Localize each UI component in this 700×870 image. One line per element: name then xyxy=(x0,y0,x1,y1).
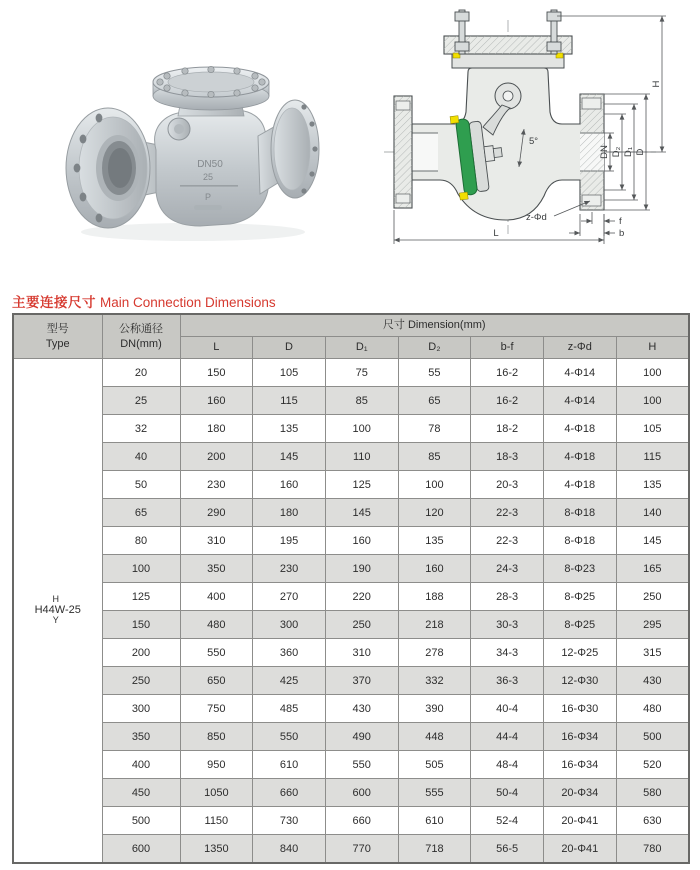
dim-cell: 610 xyxy=(398,807,471,835)
dim-cell: 430 xyxy=(616,667,689,695)
dim-cell: 8-Φ18 xyxy=(543,499,616,527)
dim-cell: 18-3 xyxy=(471,443,544,471)
dim-cell: 135 xyxy=(616,471,689,499)
col-header-type-en: Type xyxy=(45,337,70,350)
dim-cell: 550 xyxy=(325,751,398,779)
col-header-b-f: b-f xyxy=(471,337,544,359)
dim-cell: 8-Φ23 xyxy=(543,555,616,583)
dim-cell: 4-Φ14 xyxy=(543,387,616,415)
dn-cell: 100 xyxy=(102,555,180,583)
col-header-H: H xyxy=(616,337,689,359)
dim-cell: 85 xyxy=(325,387,398,415)
dim-cell: 8-Φ25 xyxy=(543,611,616,639)
dim-cell: 310 xyxy=(180,527,253,555)
dim-cell: 16-Φ34 xyxy=(543,751,616,779)
dim-cell: 360 xyxy=(253,639,326,667)
col-header-D2: D₂ xyxy=(398,337,471,359)
section-title-en: Main Connection Dimensions xyxy=(100,295,276,310)
dim-cell: 44-4 xyxy=(471,723,544,751)
col-header-D1: D₁ xyxy=(325,337,398,359)
dim-cell: 150 xyxy=(180,359,253,387)
dim-cell: 135 xyxy=(398,527,471,555)
valve-photo xyxy=(58,28,332,248)
dim-cell: 480 xyxy=(180,611,253,639)
dim-cell: 40-4 xyxy=(471,695,544,723)
dim-cell: 580 xyxy=(616,779,689,807)
dn-cell: 250 xyxy=(102,667,180,695)
col-header-D: D xyxy=(253,337,326,359)
dim-cell: 105 xyxy=(616,415,689,443)
table-row xyxy=(13,807,689,835)
dim-cell: 12-Φ25 xyxy=(543,639,616,667)
dim-cell: 250 xyxy=(325,611,398,639)
dim-cell: 770 xyxy=(325,835,398,864)
dn-cell: 25 xyxy=(102,387,180,415)
dim-cell: 190 xyxy=(325,555,398,583)
dim-cell: 20-Φ41 xyxy=(543,807,616,835)
dim-cell: 165 xyxy=(616,555,689,583)
dim-D1-label: D₁ xyxy=(623,146,634,158)
left-flange xyxy=(66,108,150,228)
table-row xyxy=(13,835,689,864)
dim-cell: 160 xyxy=(253,471,326,499)
dim-cell: 1350 xyxy=(180,835,253,864)
dim-cell: 120 xyxy=(398,499,471,527)
valve-photo-image xyxy=(58,28,332,248)
table-row xyxy=(13,555,689,583)
dim-cell: 4-Φ18 xyxy=(543,471,616,499)
dim-cell: 22-3 xyxy=(471,499,544,527)
dim-cell: 218 xyxy=(398,611,471,639)
dim-cell: 135 xyxy=(253,415,326,443)
dim-cell: 480 xyxy=(616,695,689,723)
dim-cell: 34-3 xyxy=(471,639,544,667)
dim-cell: 490 xyxy=(325,723,398,751)
dim-cell: 16-2 xyxy=(471,359,544,387)
left-flange-section xyxy=(394,96,412,208)
dim-cell: 160 xyxy=(398,555,471,583)
dim-cell: 56-5 xyxy=(471,835,544,864)
dim-H-label: H xyxy=(651,80,662,88)
dim-cell: 295 xyxy=(616,611,689,639)
dim-cell: 140 xyxy=(616,499,689,527)
dim-cell: 290 xyxy=(180,499,253,527)
dim-cell: 8-Φ18 xyxy=(543,527,616,555)
dim-cell: 160 xyxy=(180,387,253,415)
dim-cell: 36-3 xyxy=(471,667,544,695)
dim-cell: 505 xyxy=(398,751,471,779)
type-label-t-bottom: Y xyxy=(52,615,59,626)
dimensions-table xyxy=(12,313,690,864)
dim-cell: 28-3 xyxy=(471,583,544,611)
dim-cell: 650 xyxy=(180,667,253,695)
dim-cell: 22-3 xyxy=(471,527,544,555)
col-header-dn-zh: 公称通径 xyxy=(119,322,163,335)
dn-cell: 600 xyxy=(102,835,180,864)
table-row xyxy=(13,667,689,695)
dim-cell: 20-3 xyxy=(471,471,544,499)
col-header-z-phi-d: z-Φd xyxy=(543,337,616,359)
dim-cell: 780 xyxy=(616,835,689,864)
dim-cell: 160 xyxy=(325,527,398,555)
dim-cell: 100 xyxy=(325,415,398,443)
col-header-dn xyxy=(102,314,180,359)
dim-L-label: L xyxy=(493,228,499,239)
dim-f-b xyxy=(569,212,615,236)
table-row xyxy=(13,387,689,415)
section-title xyxy=(12,291,276,311)
dn-cell: 500 xyxy=(102,807,180,835)
dim-cell: 16-Φ34 xyxy=(543,723,616,751)
dn-cell: 125 xyxy=(102,583,180,611)
dim-b-label: b xyxy=(619,228,625,239)
col-header-L: L xyxy=(180,337,253,359)
dim-cell: 12-Φ30 xyxy=(543,667,616,695)
dim-cell: 730 xyxy=(253,807,326,835)
dn-cell: 400 xyxy=(102,751,180,779)
dim-cell: 65 xyxy=(398,387,471,415)
dim-cell: 115 xyxy=(253,387,326,415)
table-row xyxy=(13,443,689,471)
dim-cell: 610 xyxy=(253,751,326,779)
dim-cell: 660 xyxy=(325,807,398,835)
dim-cell: 310 xyxy=(325,639,398,667)
table-row xyxy=(13,583,689,611)
dn-cell: 200 xyxy=(102,639,180,667)
dim-cell: 840 xyxy=(253,835,326,864)
dim-cell: 950 xyxy=(180,751,253,779)
col-header-type-zh: 型号 xyxy=(46,322,69,335)
dim-cell: 270 xyxy=(253,583,326,611)
dim-cell: 4-Φ18 xyxy=(543,443,616,471)
dim-cell: 18-2 xyxy=(471,415,544,443)
dim-cell: 145 xyxy=(616,527,689,555)
dim-cell: 100 xyxy=(398,471,471,499)
table-row xyxy=(13,415,689,443)
dn-cell: 150 xyxy=(102,611,180,639)
dim-cell: 200 xyxy=(180,443,253,471)
dim-cell: 550 xyxy=(180,639,253,667)
right-flange xyxy=(271,100,319,198)
dim-cell: 850 xyxy=(180,723,253,751)
dim-cell: 115 xyxy=(616,443,689,471)
bonnet-cap xyxy=(153,66,269,116)
dim-cell: 16-2 xyxy=(471,387,544,415)
dim-cell: 78 xyxy=(398,415,471,443)
dim-cell: 278 xyxy=(398,639,471,667)
dim-z-phi-d-label: z-Φd xyxy=(526,212,547,223)
dim-cell: 20-Φ34 xyxy=(543,779,616,807)
valve-section-image xyxy=(356,2,694,258)
dim-cell: 220 xyxy=(325,583,398,611)
dim-cell: 85 xyxy=(398,443,471,471)
dn-cell: 300 xyxy=(102,695,180,723)
dim-cell: 370 xyxy=(325,667,398,695)
dim-cell: 550 xyxy=(253,723,326,751)
dim-cell: 300 xyxy=(253,611,326,639)
dim-cell: 315 xyxy=(616,639,689,667)
dim-cell: 105 xyxy=(253,359,326,387)
dn-cell: 50 xyxy=(102,471,180,499)
table-row xyxy=(13,723,689,751)
dim-D-label: D xyxy=(635,148,646,156)
dn-cell: 40 xyxy=(102,443,180,471)
dim-cell: 425 xyxy=(253,667,326,695)
dn-cell: 65 xyxy=(102,499,180,527)
col-header-dn-en: DN(mm) xyxy=(120,337,162,350)
dim-cell: 110 xyxy=(325,443,398,471)
dim-cell: 555 xyxy=(398,779,471,807)
dim-cell: 125 xyxy=(325,471,398,499)
dim-cell: 188 xyxy=(398,583,471,611)
dim-cell: 100 xyxy=(616,359,689,387)
dim-cell: 430 xyxy=(325,695,398,723)
dim-cell: 180 xyxy=(180,415,253,443)
dim-cell: 448 xyxy=(398,723,471,751)
dn-cell: 80 xyxy=(102,527,180,555)
table-header xyxy=(13,314,689,359)
dn-cell: 350 xyxy=(102,723,180,751)
table-body xyxy=(13,359,689,864)
dim-cell: 8-Φ25 xyxy=(543,583,616,611)
type-cell xyxy=(13,359,102,864)
dim-cell: 520 xyxy=(616,751,689,779)
dim-cell: 48-4 xyxy=(471,751,544,779)
marking-dn50: DN50 xyxy=(197,159,223,170)
dim-cell: 16-Φ30 xyxy=(543,695,616,723)
body-boss xyxy=(168,118,190,140)
dim-cell: 630 xyxy=(616,807,689,835)
table-row xyxy=(13,751,689,779)
dim-cell: 145 xyxy=(253,443,326,471)
angle-label: 5° xyxy=(529,136,539,147)
table-row xyxy=(13,359,689,387)
type-label-t-mid: H44W-25 xyxy=(34,603,81,616)
dim-cell: 195 xyxy=(253,527,326,555)
table-row xyxy=(13,639,689,667)
dim-f-label: f xyxy=(619,216,622,227)
table-row xyxy=(13,471,689,499)
dn-cell: 20 xyxy=(102,359,180,387)
table-row xyxy=(13,779,689,807)
dim-cell: 230 xyxy=(180,471,253,499)
dim-cell: 400 xyxy=(180,583,253,611)
dim-cell: 4-Φ18 xyxy=(543,415,616,443)
dim-cell: 30-3 xyxy=(471,611,544,639)
dim-DN-label: DN xyxy=(599,145,610,159)
dim-cell: 145 xyxy=(325,499,398,527)
col-header-dimension-group: 尺寸 Dimension(mm) xyxy=(180,314,689,337)
dim-cell: 180 xyxy=(253,499,326,527)
dim-cell: 332 xyxy=(398,667,471,695)
marking-p: P xyxy=(204,192,212,202)
section-title-zh: 主要连接尺寸 xyxy=(12,295,96,310)
dim-cell: 230 xyxy=(253,555,326,583)
table-row xyxy=(13,695,689,723)
dim-cell: 50-4 xyxy=(471,779,544,807)
dim-cell: 20-Φ41 xyxy=(543,835,616,864)
dim-cell: 52-4 xyxy=(471,807,544,835)
dim-cell: 485 xyxy=(253,695,326,723)
dim-cell: 500 xyxy=(616,723,689,751)
table-row xyxy=(13,499,689,527)
dim-cell: 1150 xyxy=(180,807,253,835)
type-label-t-top: H xyxy=(52,594,59,605)
dim-cell: 75 xyxy=(325,359,398,387)
table-row xyxy=(13,527,689,555)
dim-cell: 4-Φ14 xyxy=(543,359,616,387)
dim-cell: 350 xyxy=(180,555,253,583)
dim-cell: 55 xyxy=(398,359,471,387)
dim-D2-label: D₂ xyxy=(611,146,622,158)
dim-cell: 750 xyxy=(180,695,253,723)
marking-25: 25 xyxy=(202,172,214,182)
dn-cell: 32 xyxy=(102,415,180,443)
dim-cell: 24-3 xyxy=(471,555,544,583)
dim-cell: 100 xyxy=(616,387,689,415)
table-row xyxy=(13,611,689,639)
dim-cell: 660 xyxy=(253,779,326,807)
valve-drawing xyxy=(356,2,694,258)
dim-cell: 600 xyxy=(325,779,398,807)
dim-cell: 1050 xyxy=(180,779,253,807)
dim-cell: 250 xyxy=(616,583,689,611)
dim-cell: 718 xyxy=(398,835,471,864)
dim-cell: 390 xyxy=(398,695,471,723)
dn-cell: 450 xyxy=(102,779,180,807)
col-header-type xyxy=(13,314,102,359)
